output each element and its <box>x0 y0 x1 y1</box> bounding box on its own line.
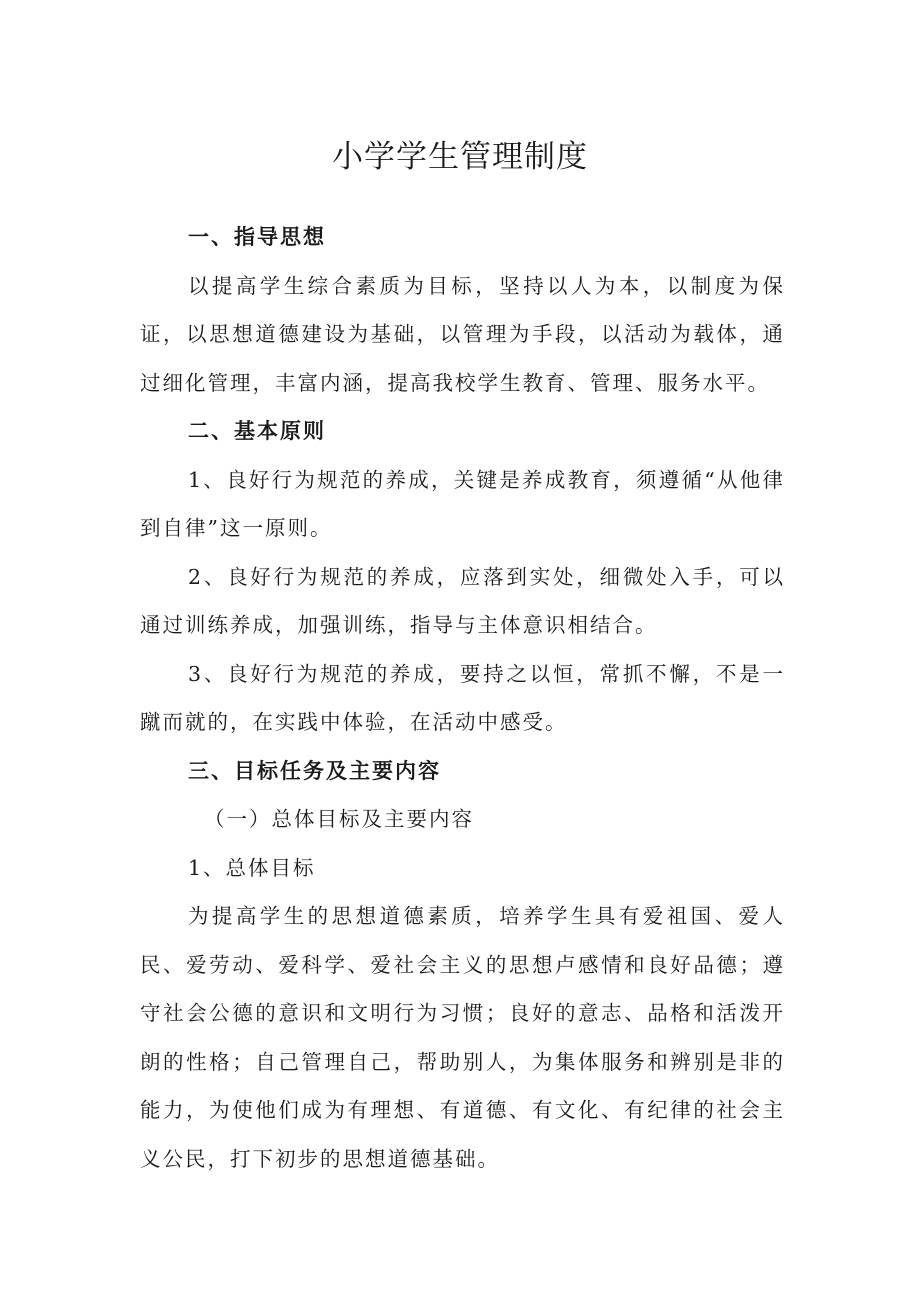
principle-item-2: 2、良好行为规范的养成，应落到实处，细微处入手，可以通过训练养成，加强训练，指导与主体意识相结合。 <box>140 564 785 637</box>
principle-item-1: 1、良好行为规范的养成，关键是养成教育，须遵循“从他律到自律”这一原则。 <box>140 467 785 540</box>
goals-item-heading: 1、总体目标 <box>188 855 316 880</box>
principle-item-3: 3、良好行为规范的养成，要持之以恒，常抓不懈，不是一蹴而就的，在实践中体验，在活动中感受。 <box>140 661 785 734</box>
goals-subheading: （一）总体目标及主要内容 <box>204 807 474 831</box>
section-heading-guiding: 一、指导思想 <box>188 225 326 249</box>
document-body <box>140 213 785 1183</box>
section-heading-goals: 三、目标任务及主要内容 <box>188 758 441 783</box>
guiding-paragraph: 以提高学生综合素质为目标，坚持以人为本，以制度为保证，以思想道德建设为基础，以管理为手段，以活动为载体，通过细化管理，丰富内涵，提高我校学生教育、管理、服务水平。 <box>140 273 785 395</box>
section-heading-principles: 二、基本原则 <box>188 419 326 443</box>
goals-paragraph: 为提高学生的思想道德素质，培养学生具有爱祖国、爱人民、爱劳动、爱科学、爱社会主义的思想卢感情和良好品德；遵守社会公德的意识和文明行为习惯；良好的意志、品格和活泼开朗的性格；自己管理自己，帮助别人，为集体服务和辨别是非的能力，为使他们成为有理想、有道德、有文化、有纪律的社会主义公民，打下初步的思想道德基础。 <box>140 904 785 1171</box>
document-title: 小学学生管理制度 <box>332 139 588 175</box>
